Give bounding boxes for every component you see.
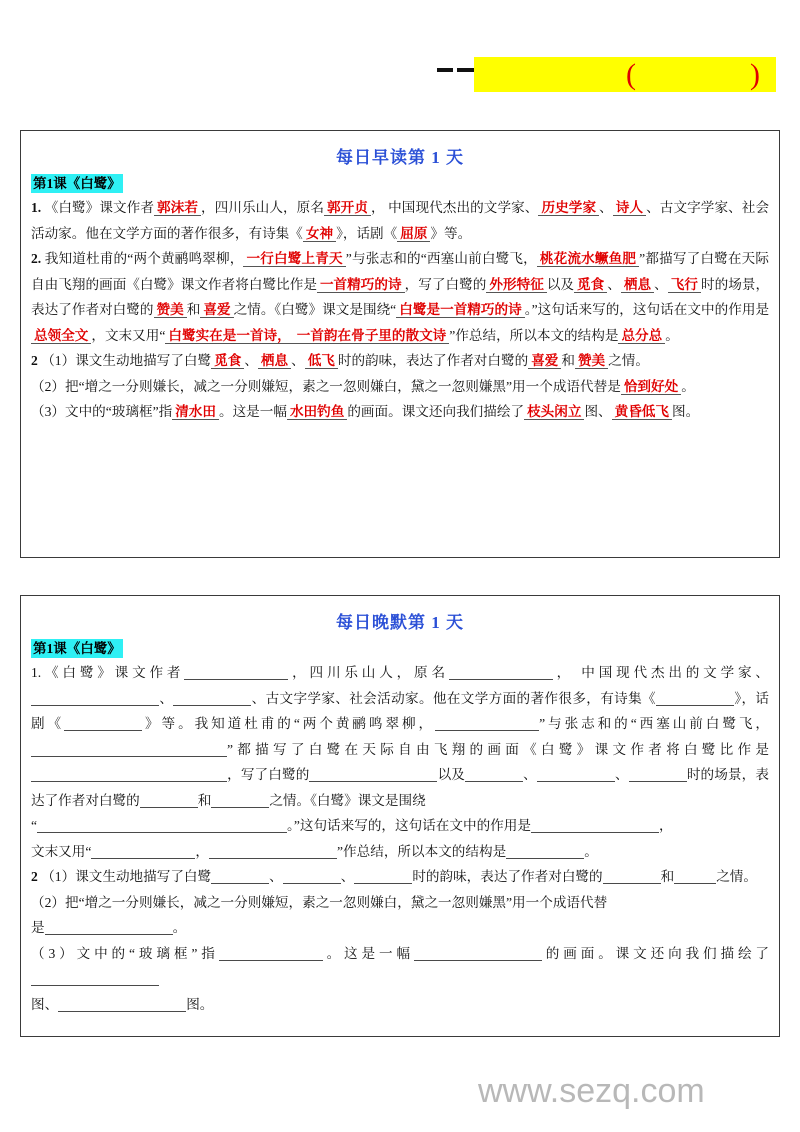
evening-q1-t10: ，写了白鹭的 — [227, 767, 310, 782]
evening-q1-blank-2[interactable] — [449, 664, 553, 680]
evening-dictation-box — [20, 595, 780, 1037]
morning-q3-s3-a3: 枝头闲立 — [524, 404, 584, 420]
morning-q3-s1-a5: 赞美 — [575, 353, 608, 369]
morning-q2-t14: 。 — [665, 327, 679, 343]
morning-q3-sub3-label: （3） — [31, 404, 65, 419]
evening-q1-t2: ，四川乐山人，原名 — [288, 665, 449, 680]
morning-q2-a9: 喜爱 — [200, 302, 233, 318]
morning-q2-a13: 一首韵在骨子里的散文诗 — [294, 328, 450, 344]
evening-q1-t16: 之情。《白鹭》课文是围绕 — [269, 792, 426, 808]
evening-q2-s3-t5: 图。 — [186, 996, 214, 1012]
evening-q1-t20: 文末又用“ — [31, 843, 92, 859]
evening-q2-sub2-cont — [31, 915, 769, 941]
morning-q2-t5: 以及 — [546, 276, 575, 292]
morning-q2-t12: ，文末又用“ — [91, 327, 166, 343]
evening-q1-blank-20[interactable] — [506, 843, 584, 859]
morning-lesson-tag-wrap — [21, 174, 779, 193]
evening-q1-t17: “ — [31, 818, 38, 833]
header-right-paren: ) — [750, 58, 760, 91]
page-header-strip — [0, 52, 800, 98]
evening-q2-blank-4[interactable] — [603, 868, 661, 884]
evening-q1-t13: 、 — [614, 767, 629, 782]
morning-q1-a4: 诗人 — [613, 200, 646, 216]
evening-q1-blank-4[interactable] — [173, 690, 251, 706]
evening-q2-num: 2 — [31, 869, 38, 884]
evening-q1-blank-9[interactable] — [31, 766, 227, 782]
morning-q2-t11: 。”这句话来写的，这句话在文中的作用是 — [524, 302, 770, 317]
morning-q3-sub2 — [31, 374, 769, 400]
evening-q2-s3-t2: 。这是一幅 — [322, 945, 414, 961]
morning-q1-t5: 、古文字学家、社会活动家。他在文学方面的著作很多，有诗集《 — [31, 200, 770, 241]
morning-q1 — [31, 195, 769, 246]
morning-q2-t4: ，写了白鹭的 — [404, 276, 487, 292]
morning-q2-t7: 、 — [654, 276, 668, 292]
morning-body — [21, 195, 779, 431]
morning-q2-t10: 之情。《白鹭》课文是围绕“ — [233, 302, 397, 317]
morning-q1-t4: 、 — [599, 200, 613, 215]
morning-q2-a1: 一行白鹭上青天 — [243, 251, 345, 267]
morning-q3-s3-a1: 清水田 — [172, 404, 219, 420]
morning-q3-s3-t1: 文中的“玻璃框”指 — [64, 404, 173, 419]
morning-q2-t2: ”与张志和的“西塞山前白鹭飞， — [345, 251, 537, 266]
morning-q2-a5: 觅食 — [574, 277, 607, 293]
evening-q1-blank-12[interactable] — [537, 766, 615, 782]
evening-q1-blank-15[interactable] — [211, 792, 269, 808]
evening-q2-blank-1[interactable] — [211, 868, 269, 884]
evening-q1-blank-10[interactable] — [309, 766, 437, 782]
evening-q2-s1-t2: 、 — [269, 869, 283, 884]
evening-q1-t9: ”都描写了白鹭在天际自由飞翔的画面《白鹭》课文作者将白鹭比作是 — [227, 741, 769, 757]
morning-q2-num: 2. — [31, 251, 42, 266]
evening-q1-t15: 和 — [197, 792, 212, 808]
morning-q3-s3-a4: 黄昏低飞 — [612, 404, 672, 420]
morning-q3-s2-t1: 把“增之一分则嫌长，减之一分则嫌短，素之一忽则嫌白，黛之一忽则嫌黑”用一个成语代替是 — [64, 378, 621, 394]
morning-q2-t8: 时的场景，表达了作者对白鹭的 — [31, 276, 770, 317]
evening-q1-blank-16[interactable] — [37, 817, 287, 833]
morning-q2-a8: 赞美 — [154, 302, 187, 318]
header-dash — [437, 68, 477, 72]
evening-q2-s2-t2: 是 — [31, 920, 45, 935]
header-yellow-highlight — [474, 57, 776, 92]
evening-q1-t21: ， — [195, 843, 210, 859]
morning-q1-a1: 郭沫若 — [154, 200, 201, 216]
morning-q3-s3-a2: 水田钓鱼 — [287, 404, 347, 420]
evening-q2-s2-t3: 。 — [172, 920, 187, 935]
evening-q1-t11: 以及 — [437, 767, 465, 782]
morning-q1-t1: 《白鹭》课文作者 — [44, 200, 155, 215]
morning-q3-sub1-label: （1） — [41, 353, 76, 368]
morning-q3-s3-t3: 的画面。课文还向我们描绘了 — [347, 404, 525, 419]
morning-q3-s3-t5: 图。 — [672, 404, 700, 419]
morning-q2-a6: 栖息 — [621, 277, 654, 293]
morning-q3-sub3 — [31, 399, 769, 425]
evening-q1-t19: ， — [658, 818, 673, 833]
morning-q1-t2: ，四川乐山人，原名 — [201, 200, 324, 215]
evening-q1-num: 1. — [31, 665, 42, 680]
evening-q1-blank-19[interactable] — [209, 843, 337, 859]
morning-q1-a2: 郭开贞 — [324, 200, 371, 216]
evening-q1-blank-7[interactable] — [435, 715, 539, 731]
evening-q2-s1-t4: 时的韵味，表达了作者对白鹭的 — [412, 869, 603, 884]
morning-q3-s3-t4: 图、 — [584, 404, 612, 419]
evening-q1-cont — [31, 813, 769, 839]
morning-q2-t6: 、 — [607, 276, 621, 292]
morning-q3-num: 2 — [31, 353, 38, 368]
evening-q2-s2-t1: 把“增之一分则嫌长，减之一分则嫌短，素之一忽则嫌白，黛之一忽则嫌黑”用一个成语代替 — [64, 894, 608, 910]
evening-q2-sub1-label: （1） — [41, 869, 76, 884]
morning-q3-s1-t6: 之情。 — [608, 353, 649, 368]
morning-q3-s2-a1: 恰到好处 — [621, 379, 681, 395]
evening-q2-sub3-label: （3） — [31, 945, 77, 961]
evening-q2-blank-2[interactable] — [283, 868, 341, 884]
morning-q2-t3: ”都描写了白鹭在天际自由飞翔的画面《白鹭》课文作者将白鹭比作是 — [31, 251, 769, 292]
evening-q1-t3: ， 中国现代杰出的文学家、 — [552, 665, 770, 680]
evening-q1-t5: 、古文字学家、社会活动家。他在文学方面的著作很多，有诗集《 — [251, 690, 656, 706]
evening-q2-blank-5[interactable] — [674, 868, 716, 884]
evening-q1-cont2 — [31, 839, 769, 865]
evening-q2-sub3-cont — [31, 992, 769, 1018]
evening-q2-s3-t1: 文中的“玻璃框”指 — [76, 945, 219, 961]
evening-q1 — [31, 660, 769, 813]
evening-title: 每日晚默第 1 天 — [336, 613, 464, 632]
site-watermark: www.sezq.com — [478, 1072, 705, 1110]
morning-q3-s1-a3: 低飞 — [305, 353, 338, 369]
evening-q1-t14: 时的场景，表达了作者对白鹭的 — [31, 767, 769, 808]
morning-q3-sub1 — [31, 348, 769, 374]
morning-q3-sub2-label: （2） — [31, 378, 65, 394]
morning-q2-a2: 桃花流水鳜鱼肥 — [537, 251, 639, 267]
morning-q3-s1-t4: 时的韵味，表达了作者对白鹭的 — [337, 353, 529, 368]
evening-q2-s3-t4: 图、 — [31, 996, 59, 1012]
morning-q2-a14: 总分总 — [618, 328, 665, 344]
evening-q1-t4: 、 — [159, 690, 174, 706]
evening-q1-blank-17[interactable] — [531, 817, 659, 833]
morning-q3-s3-t2: 。这是一幅 — [219, 404, 287, 419]
evening-q2-sub2-label: （2） — [31, 894, 65, 910]
evening-q2-blank-10[interactable] — [58, 996, 186, 1012]
morning-title: 每日早读第 1 天 — [336, 148, 464, 167]
evening-q2-s1-t5: 和 — [660, 869, 675, 884]
morning-q2-t13: ”作总结，所以本文的结构是 — [449, 327, 619, 343]
morning-q1-t7: 》等。 — [430, 225, 472, 241]
evening-q2-blank-6[interactable] — [45, 919, 173, 935]
morning-q3-s2-t2: 。 — [681, 378, 695, 394]
morning-q2-t9: 和 — [186, 302, 201, 317]
evening-q1-blank-6[interactable] — [64, 715, 142, 731]
morning-q2-a4: 外形特征 — [486, 277, 546, 293]
evening-q2-s1-t3: 、 — [340, 869, 355, 884]
evening-q2-sub2 — [31, 890, 769, 916]
evening-lesson-tag: 第1课《白鹭》 — [33, 641, 121, 656]
evening-q1-t8: ”与张志和的“西塞山前白鹭飞， — [539, 716, 769, 731]
evening-q2-sub1 — [31, 864, 769, 890]
evening-q1-blank-3[interactable] — [31, 690, 159, 706]
evening-q2-sub3 — [31, 941, 769, 992]
morning-q3-s1-t2: 、 — [244, 353, 258, 368]
morning-q2-a7: 飞行 — [668, 277, 701, 293]
evening-q2-blank-8[interactable] — [414, 945, 542, 961]
evening-q1-t6: 》，话剧《 — [31, 690, 770, 731]
evening-q1-blank-8[interactable] — [31, 741, 227, 757]
evening-q1-t18: 。”这句话来写的，这句话在文中的作用是 — [287, 818, 531, 833]
evening-q1-t7: 》等。我知道杜甫的“两个黄鹂鸣翠柳， — [142, 716, 436, 731]
morning-q3-s1-a2: 栖息 — [258, 353, 291, 369]
evening-lesson-tag-wrap — [21, 639, 779, 658]
evening-q1-t23: 。 — [584, 843, 598, 859]
morning-q2-a11: 总领全文 — [31, 328, 91, 344]
evening-q1-blank-1[interactable] — [184, 664, 288, 680]
evening-q1-t22: ”作总结，所以本文的结构是 — [337, 843, 507, 859]
evening-body — [21, 660, 779, 1023]
evening-q1-blank-13[interactable] — [629, 766, 687, 782]
evening-q2-blank-7[interactable] — [219, 945, 323, 961]
evening-q2-s1-t1: 课文生动地描写了白鹭 — [75, 869, 212, 884]
evening-q2-s1-t6: 之情。 — [716, 869, 757, 884]
morning-lesson-tag: 第1课《白鹭》 — [33, 176, 121, 191]
evening-q1-blank-5[interactable] — [656, 690, 734, 706]
header-left-paren: ( — [626, 58, 636, 91]
morning-q1-t6: 》，话剧《 — [336, 225, 398, 241]
morning-q1-a6: 屈原 — [397, 226, 430, 242]
morning-q1-a5: 女神 — [303, 226, 336, 242]
evening-q2-s3-t3: 的画面。课文还向我们描绘了 — [541, 945, 770, 961]
evening-q1-t1: 《白鹭》课文作者 — [41, 665, 185, 680]
morning-q3-s1-t1: 课文生动地描写了白鹭 — [75, 353, 212, 368]
morning-q1-num: 1. — [31, 200, 42, 215]
evening-q1-blank-18[interactable] — [91, 843, 195, 859]
evening-q1-blank-11[interactable] — [465, 766, 523, 782]
morning-q3-s1-a4: 喜爱 — [528, 353, 561, 369]
evening-q2-blank-3[interactable] — [354, 868, 412, 884]
morning-q2-t1: 我知道杜甫的“两个黄鹂鸣翠柳， — [44, 251, 244, 266]
morning-reading-box — [20, 130, 780, 558]
evening-q2-blank-9[interactable] — [31, 970, 159, 986]
morning-q1-t3: ， 中国现代杰出的文学家、 — [371, 200, 539, 215]
morning-q2-a10: 白鹭是一首精巧的诗 — [396, 302, 525, 318]
evening-q1-t12: 、 — [523, 767, 537, 782]
morning-q3-s1-a1: 觅食 — [211, 353, 244, 369]
morning-q1-a3: 历史学家 — [538, 200, 599, 216]
morning-q3-s1-t3: 、 — [291, 353, 305, 368]
morning-q2-a12: 白鹭实在是一首诗， — [165, 328, 293, 344]
morning-q2 — [31, 246, 769, 348]
morning-q2-a3: 一首精巧的诗 — [317, 277, 405, 293]
morning-q3-s1-t5: 和 — [561, 353, 575, 368]
evening-q1-blank-14[interactable] — [140, 792, 198, 808]
